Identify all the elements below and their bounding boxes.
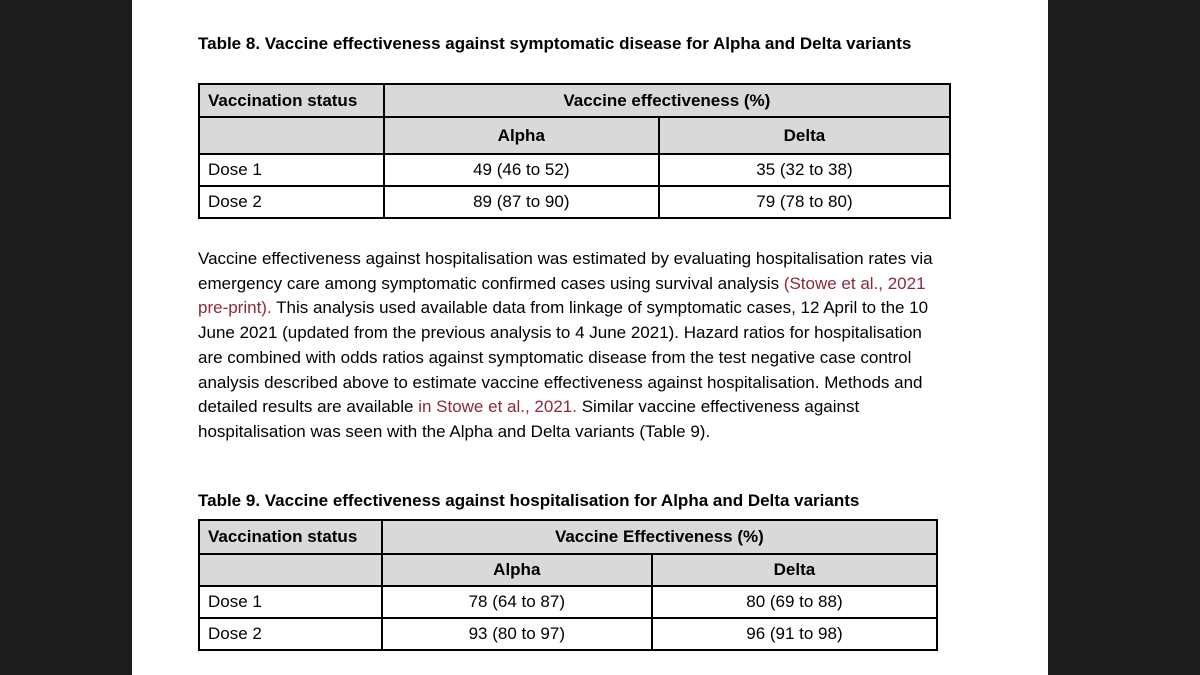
header-delta: Delta xyxy=(659,117,950,154)
table-row xyxy=(199,186,950,218)
header-alpha: Alpha xyxy=(382,554,652,586)
table-header-row xyxy=(199,84,950,117)
document-page xyxy=(132,0,1048,675)
row-delta-value: 96 (91 to 98) xyxy=(652,618,937,650)
header-vaccination-status: Vaccination status xyxy=(199,84,384,117)
table-subheader-row xyxy=(199,117,950,154)
row-status: Dose 1 xyxy=(199,586,382,618)
paragraph-text: This analysis used available data from linkage of symptomatic cases, 12 April to the 10 June 2021 (updated from the previous analysis to 4 June 2021). Hazard ratios for hospitalisation are combined with odds ratios against symptomatic disease from the test negative case control analysis described above to estimate vaccine effectiveness against hospitalisation. Methods and detailed results are available xyxy=(198,298,929,417)
row-delta-value: 79 (78 to 80) xyxy=(659,186,950,218)
header-alpha: Alpha xyxy=(384,117,659,154)
row-delta-value: 35 (32 to 38) xyxy=(659,154,950,186)
header-vaccination-status: Vaccination status xyxy=(199,520,382,554)
row-status: Dose 2 xyxy=(199,186,384,218)
body-paragraph xyxy=(198,247,938,445)
table-row xyxy=(199,586,937,618)
table-row xyxy=(199,154,950,186)
row-alpha-value: 78 (64 to 87) xyxy=(382,586,652,618)
row-status: Dose 1 xyxy=(199,154,384,186)
table-8-caption: Table 8. Vaccine effectiveness against symptomatic disease for Alpha and Delta variants xyxy=(198,34,912,53)
row-delta-value: 80 (69 to 88) xyxy=(652,586,937,618)
row-status: Dose 2 xyxy=(199,618,382,650)
paragraph-text: Similar vaccine effectiveness against hospitalisation was seen with the Alpha and Delta variants (Table 9). xyxy=(198,397,860,441)
row-alpha-value: 93 (80 to 97) xyxy=(382,618,652,650)
table-header-row xyxy=(199,520,937,554)
reference-link-stowe-preprint[interactable]: (Stowe et al., 2021 pre-print). xyxy=(198,273,926,318)
header-vaccine-effectiveness: Vaccine Effectiveness (%) xyxy=(382,520,937,554)
table-8 xyxy=(198,83,951,219)
paragraph-text: Vaccine effectiveness against hospitalisation was estimated by evaluating hospitalisation rates via emergency care among symptomatic confirmed cases using survival analysis xyxy=(198,249,933,293)
row-alpha-value: 89 (87 to 90) xyxy=(384,186,659,218)
header-vaccine-effectiveness: Vaccine effectiveness (%) xyxy=(384,84,950,117)
header-empty-cell xyxy=(199,554,382,586)
reference-link-stowe[interactable]: in Stowe et al., 2021. xyxy=(418,397,577,417)
table-subheader-row xyxy=(199,554,937,586)
table-row xyxy=(199,618,937,650)
header-empty-cell xyxy=(199,117,384,154)
table-9-caption: Table 9. Vaccine effectiveness against hospitalisation for Alpha and Delta variants xyxy=(198,491,860,510)
table-9 xyxy=(198,519,938,651)
row-alpha-value: 49 (46 to 52) xyxy=(384,154,659,186)
header-delta: Delta xyxy=(652,554,937,586)
